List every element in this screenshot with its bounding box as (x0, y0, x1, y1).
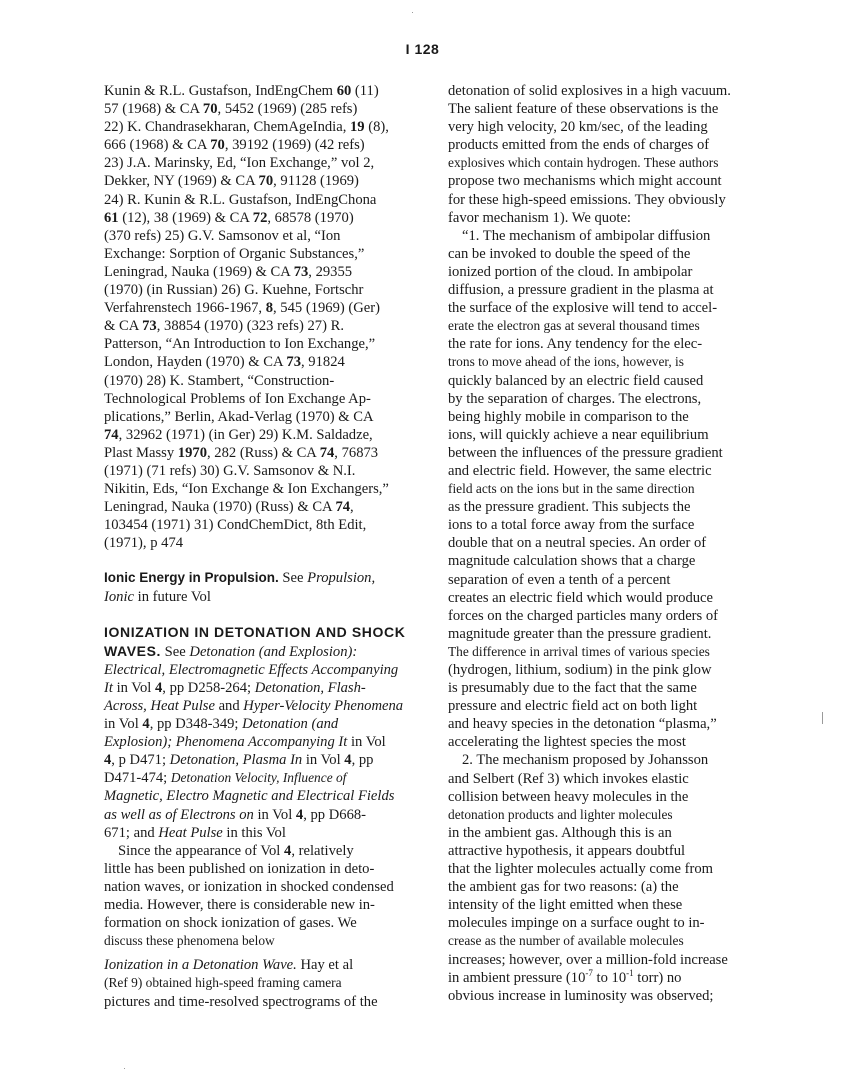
ionization-heading: IONIZATION IN DETONATION AND SHOCK (104, 623, 406, 640)
page-number: I 128 (405, 41, 440, 57)
since-paragraph: Since the appearance of Vol 4, relatively little has been published on ionization in deto- nation waves, or ionization in shocked condensed media. However, there is considerable new in- formation on shock ionization of gases. We discuss these phenomena below (104, 842, 394, 949)
intro-paragraph: detonation of solid explosives in a high vacuum. The salient feature of these observations is the very high velocity, 20 km/sec, of the leading products emitted from the ends of charges of explosives which contain hydrogen. These authors propose two mechanisms which might account for these high-speed emissions. They obviously favor mechanism 1). We quote: (448, 83, 731, 226)
left-column (104, 82, 409, 1011)
ionization-entry: IONIZATION IN DETONATION AND SHOCK WAVES. See Detonation (and Explosion): Electrical, Electromagnetic Effects Accompanying It in Vol 4, pp D258-264; Detonation, Flash- Across, Heat Pulse and Hyper-Velocity Phenomena in Vol 4, pp D348-349; Detonation (and Explosion); Phenomena Accompanying It in Vol 4, p D471; Detonation, Plasma In in Vol 4, pp D471-474; Detonation Velocity, Influence of Magnetic, Electro Magnetic and Electrical Fields as well as of Electrons on in Vol 4, pp D668- 671; and Heat Pulse in this Vol (104, 623, 406, 841)
scan-mark (124, 1068, 125, 1069)
mechanism-2-paragraph: 2. The mechanism proposed by Johansson and Selbert (Ref 3) which invokes elastic collision between heavy molecules in the detonation products and lighter molecules in the ambient gas. Although this is an attractive hypothesis, it appears doubtful that the lighter molecules actually come from the ambient gas for two reasons: (a) the intensity of the light emitted when these molecules impinge on a surface ought to in- crease as the number of available molecules increases; however, over a million-fold increase in ambient pressure ($10^{-7}$ to $10^{-1}$ torr) no obvious increase in luminosity was observed; (448, 752, 728, 1004)
pressure-line: in ambient pressure ($10^{-7}$ to $10^{-1}$ torr) no (448, 967, 682, 986)
right-column (448, 82, 753, 1005)
detonation-wave-paragraph: Ionization in a Detonation Wave. Hay et al (Ref 9) obtained high-speed framing camera pictures and time-resolved spectrograms of the (104, 957, 378, 1010)
scan-mark (822, 712, 823, 724)
scan-mark (412, 12, 413, 13)
references-list: Kunin & R.L. Gustafson, IndEngChem 60 (11) 57 (1968) & CA 70, 5452 (1969) (285 refs) 22) K. Chandrasekharan, ChemAgeIndia, 19 (8), 666 (1968) & CA 70, 39192 (1969) (42 refs) 23) J.A. Marinsky, Ed, “Ion Exchange,” vol 2, Dekker, NY (1969) & CA 70, 91128 (1969) 24) R. Kunin & R.L. Gustafson, IndEngChona 61 (12), 38 (1969) & CA 72, 68578 (1970) (370 refs) 25) G.V. Samsonov et al, “Ion Exchange: Sorption of Organic Substances,” Leningrad, Nauka (1969) & CA 73, 29355 (1970) (in Russian) 26) G. Kuehne, Fortschr Verfahrenstech 1966-1967, 8, 545 (1969) (Ger) & CA 73, 38854 (1970) (323 refs) 27) R. Patterson, “An Introduction to Ion Exchange,” London, Hayden (1970) & CA 73, 91824 (1970) 28) K. Stambert, “Construction- Technological Problems of Ion Exchange Ap- plications,” Berlin, Akad-Verlag (1970) & CA 74, 32962 (1971) (in Ger) 29) K.M. Saldadze, Plast Massy 1970, 282 (Russ) & CA 74, 76873 (1971) (71 refs) 30) G.V. Samsonov & N.I. Nikitin, Eds, “Ion Exchange & Ion Exchangers,” Leningrad, Nauka (1970) (Russ) & CA 74, 103454 (1971) 31) CondChemDict, 8th Edit, (1971), p 474 (104, 83, 389, 552)
ionic-energy-entry: Ionic Energy in Propulsion. See Propulsion, Ionic in future Vol (104, 570, 376, 605)
quote-paragraph: “1. The mechanism of ambipolar diffusion can be invoked to double the speed of the ionized portion of the cloud. In ambipolar diffusion, a pressure gradient in the plasma at the surface of the explosive will tend to accel- erate the electron gas at several thousand times the rate for ions. Any tendency for the elec- trons to move ahead of the ions, however, is quickly balanced by an electric field caused by the separation of charges. The electrons, being highly mobile in comparison to the ions, will quickly achieve a near equilibrium between the influences of the pressure gradient and electric field. However, the same electric field acts on the ions but in the same direction as the pressure gradient. This subjects the ions to a total force away from the surface double that on a neutral species. An order of magnitude calculation shows that a charge separation of even a tenth of a percent creates an electric field which would produce forces on the charged particles many orders of magnitude greater than the pressure gradient. The difference in arrival times of various species (hydrogen, lithium, sodium) in the pink glow is presumably due to the fact that the same pressure and electric field act on both light and heavy species in the detonation “plasma,” accelerating the lightest species the most (448, 227, 723, 751)
